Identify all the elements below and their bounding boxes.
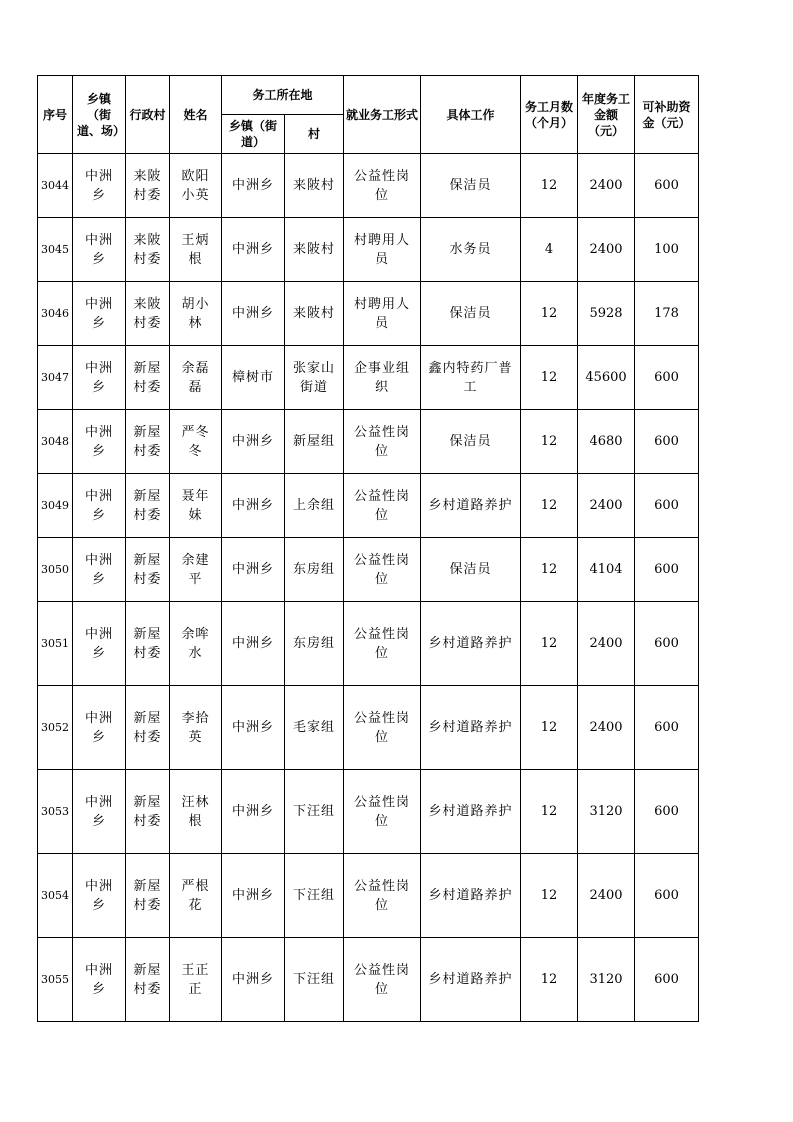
cell-text: 王炳根 — [181, 232, 210, 267]
cell-work-town: 中洲乡 — [222, 938, 285, 1022]
cell-months: 12 — [521, 854, 578, 938]
cell-amount: 2400 — [578, 474, 635, 538]
cell-town — [73, 538, 126, 602]
cell-work-village — [285, 282, 344, 346]
cell-village — [126, 538, 170, 602]
header-subsidy — [635, 76, 699, 154]
cell-work-village — [285, 410, 344, 474]
cell-seq: 3053 — [38, 770, 73, 854]
cell-text: 中洲乡 — [84, 710, 113, 745]
cell-subsidy: 600 — [635, 474, 699, 538]
cell-amount: 2400 — [578, 686, 635, 770]
cell-months: 12 — [521, 686, 578, 770]
cell-months: 12 — [521, 474, 578, 538]
cell-town — [73, 686, 126, 770]
cell-work-village — [285, 474, 344, 538]
cell-job — [421, 686, 521, 770]
table-row — [38, 602, 699, 686]
cell-town — [73, 474, 126, 538]
header-subsidy-label: 可补助资金（元） — [642, 99, 691, 130]
cell-work-town: 中洲乡 — [222, 282, 285, 346]
table-row — [38, 154, 699, 218]
employment-subsidy-table — [37, 75, 699, 1022]
header-months-label: 务工月数（个月） — [524, 99, 573, 130]
cell-village — [126, 938, 170, 1022]
cell-amount: 2400 — [578, 154, 635, 218]
cell-subsidy: 100 — [635, 218, 699, 282]
header-amount-label: 年度务工金额（元） — [581, 91, 630, 138]
cell-text: 余建平 — [181, 552, 210, 587]
cell-form — [344, 770, 421, 854]
cell-seq: 3045 — [38, 218, 73, 282]
cell-text: 保洁员 — [449, 178, 492, 193]
cell-text: 村聘用人员 — [353, 232, 410, 267]
cell-form — [344, 686, 421, 770]
cell-text: 新屋村委 — [133, 360, 162, 395]
cell-text: 中洲乡 — [84, 232, 113, 267]
cell-amount: 2400 — [578, 854, 635, 938]
cell-text: 中洲乡 — [84, 794, 113, 829]
cell-amount: 2400 — [578, 602, 635, 686]
cell-text: 来陂村委 — [133, 296, 162, 331]
header-town-label: 乡镇（街道、场） — [77, 91, 126, 138]
cell-text: 水务员 — [449, 242, 492, 257]
cell-work-village — [285, 538, 344, 602]
header-months — [521, 76, 578, 154]
header-village: 行政村 — [126, 76, 170, 154]
cell-work-town: 中洲乡 — [222, 154, 285, 218]
cell-work-town: 中洲乡 — [222, 218, 285, 282]
cell-text: 来陂村 — [292, 242, 335, 257]
cell-text: 毛家组 — [292, 720, 335, 735]
cell-town — [73, 218, 126, 282]
cell-text: 汪林根 — [181, 794, 210, 829]
header-amount — [578, 76, 635, 154]
table-row — [38, 474, 699, 538]
cell-text: 新屋村委 — [133, 878, 162, 913]
cell-text: 乡村道路养护 — [428, 972, 513, 987]
header-work-town-label: 乡镇（街道） — [228, 119, 277, 149]
cell-text: 中洲乡 — [84, 424, 113, 459]
cell-town — [73, 854, 126, 938]
cell-text: 严根花 — [181, 878, 210, 913]
table-body — [38, 154, 699, 1022]
table-row — [38, 282, 699, 346]
cell-name — [170, 218, 222, 282]
cell-amount: 45600 — [578, 346, 635, 410]
cell-months: 12 — [521, 346, 578, 410]
cell-text: 中洲乡 — [84, 626, 113, 661]
cell-name — [170, 538, 222, 602]
cell-text: 公益性岗位 — [353, 424, 410, 459]
cell-text: 公益性岗位 — [353, 488, 410, 523]
cell-text: 公益性岗位 — [353, 962, 410, 997]
cell-text: 余磊磊 — [181, 360, 210, 395]
cell-name — [170, 282, 222, 346]
cell-village — [126, 218, 170, 282]
cell-work-town: 中洲乡 — [222, 410, 285, 474]
cell-amount: 3120 — [578, 938, 635, 1022]
cell-seq: 3052 — [38, 686, 73, 770]
cell-text: 保洁员 — [449, 434, 492, 449]
cell-form — [344, 410, 421, 474]
table-row — [38, 410, 699, 474]
cell-town — [73, 410, 126, 474]
header-job: 具体工作 — [421, 76, 521, 154]
cell-name — [170, 346, 222, 410]
cell-name — [170, 770, 222, 854]
header-name: 姓名 — [170, 76, 222, 154]
cell-text: 乡村道路养护 — [428, 804, 513, 819]
cell-text: 公益性岗位 — [353, 794, 410, 829]
cell-text: 公益性岗位 — [353, 710, 410, 745]
cell-work-town: 樟树市 — [222, 346, 285, 410]
table-row — [38, 346, 699, 410]
cell-text: 保洁员 — [449, 306, 492, 321]
cell-text: 欧阳小英 — [181, 168, 210, 203]
header-town — [73, 76, 126, 154]
cell-text: 东房组 — [292, 562, 335, 577]
cell-seq: 3054 — [38, 854, 73, 938]
cell-text: 胡小林 — [181, 296, 210, 331]
cell-seq: 3047 — [38, 346, 73, 410]
cell-job — [421, 410, 521, 474]
cell-text: 新屋村委 — [133, 424, 162, 459]
cell-form — [344, 938, 421, 1022]
cell-text: 中洲乡 — [84, 878, 113, 913]
cell-text: 企事业组织 — [353, 360, 410, 395]
cell-months: 4 — [521, 218, 578, 282]
cell-work-village — [285, 770, 344, 854]
cell-text: 新屋村委 — [133, 962, 162, 997]
cell-village — [126, 346, 170, 410]
cell-text: 乡村道路养护 — [428, 720, 513, 735]
cell-text: 新屋村委 — [133, 488, 162, 523]
cell-name — [170, 474, 222, 538]
header-work-town — [222, 115, 285, 154]
cell-form — [344, 154, 421, 218]
cell-name — [170, 154, 222, 218]
cell-text: 新屋村委 — [133, 794, 162, 829]
cell-text: 来陂村 — [292, 306, 335, 321]
cell-text: 中洲乡 — [84, 962, 113, 997]
cell-text: 新屋村委 — [133, 710, 162, 745]
cell-text: 上余组 — [292, 498, 335, 513]
cell-town — [73, 154, 126, 218]
cell-seq: 3046 — [38, 282, 73, 346]
cell-text: 下汪组 — [292, 888, 335, 903]
cell-seq: 3044 — [38, 154, 73, 218]
cell-town — [73, 770, 126, 854]
cell-work-village — [285, 154, 344, 218]
cell-name — [170, 938, 222, 1022]
cell-job — [421, 602, 521, 686]
header-row — [38, 76, 699, 115]
cell-subsidy: 600 — [635, 854, 699, 938]
cell-text: 保洁员 — [449, 562, 492, 577]
cell-work-village — [285, 218, 344, 282]
cell-form — [344, 854, 421, 938]
cell-text: 公益性岗位 — [353, 168, 410, 203]
cell-job — [421, 282, 521, 346]
cell-work-town: 中洲乡 — [222, 686, 285, 770]
cell-months: 12 — [521, 282, 578, 346]
cell-form — [344, 282, 421, 346]
cell-text: 公益性岗位 — [353, 552, 410, 587]
cell-text: 张家山街道 — [292, 360, 335, 395]
cell-amount: 4680 — [578, 410, 635, 474]
cell-subsidy: 600 — [635, 938, 699, 1022]
cell-form — [344, 346, 421, 410]
cell-village — [126, 770, 170, 854]
cell-village — [126, 686, 170, 770]
cell-text: 乡村道路养护 — [428, 888, 513, 903]
cell-village — [126, 154, 170, 218]
table-row — [38, 854, 699, 938]
cell-name — [170, 854, 222, 938]
cell-text: 新屋村委 — [133, 626, 162, 661]
cell-text: 李拾英 — [181, 710, 210, 745]
cell-subsidy: 600 — [635, 410, 699, 474]
cell-work-village — [285, 686, 344, 770]
cell-work-town: 中洲乡 — [222, 602, 285, 686]
cell-text: 新屋组 — [292, 434, 335, 449]
cell-text: 村聘用人员 — [353, 296, 410, 331]
cell-subsidy: 600 — [635, 686, 699, 770]
cell-text: 来陂村委 — [133, 232, 162, 267]
cell-town — [73, 282, 126, 346]
cell-form — [344, 538, 421, 602]
header-form: 就业务工形式 — [344, 76, 421, 154]
header-work-location: 务工所在地 — [222, 76, 344, 115]
header-seq: 序号 — [38, 76, 73, 154]
cell-text: 东房组 — [292, 636, 335, 651]
cell-form — [344, 602, 421, 686]
table-row — [38, 218, 699, 282]
cell-text: 中洲乡 — [84, 488, 113, 523]
cell-subsidy: 600 — [635, 538, 699, 602]
cell-work-village — [285, 346, 344, 410]
cell-town — [73, 602, 126, 686]
cell-name — [170, 410, 222, 474]
cell-text: 乡村道路养护 — [428, 636, 513, 651]
cell-months: 12 — [521, 410, 578, 474]
cell-village — [126, 854, 170, 938]
cell-months: 12 — [521, 602, 578, 686]
cell-job — [421, 770, 521, 854]
cell-seq: 3050 — [38, 538, 73, 602]
cell-months: 12 — [521, 538, 578, 602]
cell-text: 余哞水 — [181, 626, 210, 661]
table-row — [38, 538, 699, 602]
cell-village — [126, 410, 170, 474]
cell-subsidy: 178 — [635, 282, 699, 346]
cell-amount: 5928 — [578, 282, 635, 346]
cell-text: 鑫内特药厂普工 — [428, 360, 513, 395]
cell-text: 中洲乡 — [84, 296, 113, 331]
cell-form — [344, 474, 421, 538]
cell-text: 聂年妹 — [181, 488, 210, 523]
cell-job — [421, 854, 521, 938]
cell-months: 12 — [521, 770, 578, 854]
cell-village — [126, 474, 170, 538]
cell-text: 来陂村 — [292, 178, 335, 193]
cell-job — [421, 218, 521, 282]
cell-subsidy: 600 — [635, 602, 699, 686]
cell-seq: 3051 — [38, 602, 73, 686]
cell-village — [126, 282, 170, 346]
cell-text: 下汪组 — [292, 804, 335, 819]
cell-job — [421, 474, 521, 538]
cell-months: 12 — [521, 938, 578, 1022]
cell-work-town: 中洲乡 — [222, 854, 285, 938]
cell-amount: 2400 — [578, 218, 635, 282]
cell-text: 下汪组 — [292, 972, 335, 987]
cell-village — [126, 602, 170, 686]
cell-name — [170, 686, 222, 770]
cell-amount: 4104 — [578, 538, 635, 602]
cell-text: 王正正 — [181, 962, 210, 997]
cell-subsidy: 600 — [635, 770, 699, 854]
cell-town — [73, 938, 126, 1022]
cell-job — [421, 938, 521, 1022]
cell-job — [421, 346, 521, 410]
cell-text: 中洲乡 — [84, 552, 113, 587]
table-row — [38, 770, 699, 854]
cell-months: 12 — [521, 154, 578, 218]
cell-work-village — [285, 938, 344, 1022]
cell-job — [421, 154, 521, 218]
cell-text: 公益性岗位 — [353, 878, 410, 913]
cell-text: 公益性岗位 — [353, 626, 410, 661]
cell-town — [73, 346, 126, 410]
cell-text: 中洲乡 — [84, 360, 113, 395]
table-row — [38, 938, 699, 1022]
header-work-village: 村 — [285, 115, 344, 154]
cell-subsidy: 600 — [635, 154, 699, 218]
cell-work-town: 中洲乡 — [222, 770, 285, 854]
cell-seq: 3049 — [38, 474, 73, 538]
cell-work-town: 中洲乡 — [222, 474, 285, 538]
cell-seq: 3055 — [38, 938, 73, 1022]
cell-seq: 3048 — [38, 410, 73, 474]
cell-subsidy: 600 — [635, 346, 699, 410]
cell-text: 来陂村委 — [133, 168, 162, 203]
cell-text: 中洲乡 — [84, 168, 113, 203]
cell-work-village — [285, 854, 344, 938]
cell-text: 严冬冬 — [181, 424, 210, 459]
cell-name — [170, 602, 222, 686]
cell-job — [421, 538, 521, 602]
cell-text: 新屋村委 — [133, 552, 162, 587]
cell-amount: 3120 — [578, 770, 635, 854]
cell-work-village — [285, 602, 344, 686]
cell-text: 乡村道路养护 — [428, 498, 513, 513]
cell-form — [344, 218, 421, 282]
table-row — [38, 686, 699, 770]
cell-work-town: 中洲乡 — [222, 538, 285, 602]
